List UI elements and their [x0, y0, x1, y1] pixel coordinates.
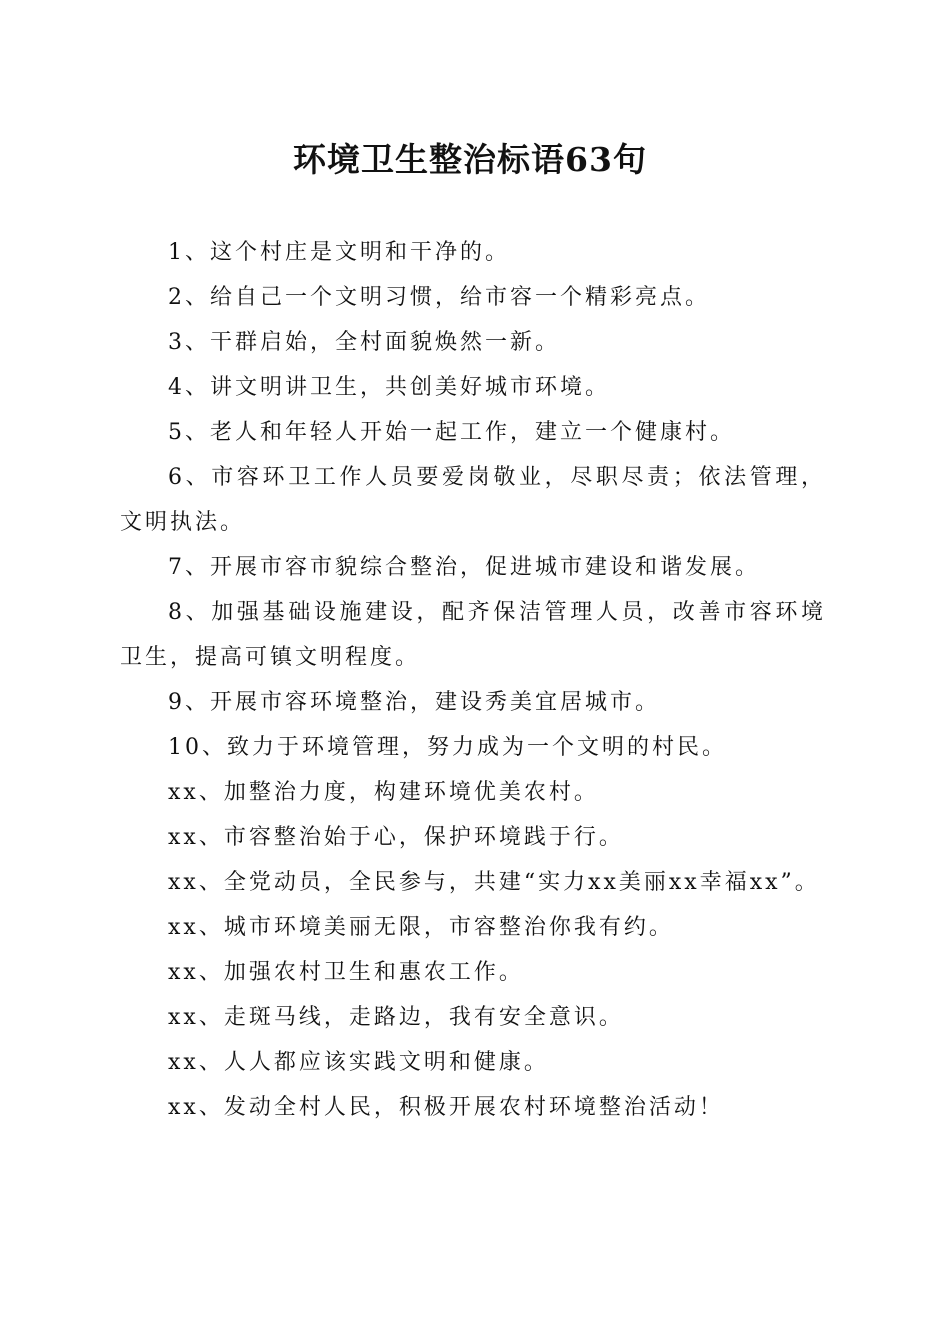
slogan-item: xx、加强农村卫生和惠农工作。 — [168, 960, 524, 985]
slogan-item: 8、加强基础设施建设，配齐保洁管理人员，改善市容环境卫生，提高可镇文明程度。 — [120, 600, 826, 670]
slogan-item: 4、讲文明讲卫生，共创美好城市环境。 — [168, 375, 610, 400]
slogan-item: xx、城市环境美丽无限，市容整治你我有约。 — [168, 915, 674, 940]
slogan-item: 3、干群启始，全村面貌焕然一新。 — [168, 330, 560, 355]
slogan-item: 7、开展市容市貌综合整治，促进城市建设和谐发展。 — [168, 555, 760, 580]
slogan-item: 2、给自己一个文明习惯，给市容一个精彩亮点。 — [168, 285, 710, 310]
slogan-item: xx、人人都应该实践文明和健康。 — [168, 1050, 549, 1075]
slogan-item: 5、老人和年轻人开始一起工作，建立一个健康村。 — [168, 420, 735, 445]
slogan-item: xx、发动全村人民，积极开展农村环境整治活动！ — [168, 1095, 724, 1120]
slogan-item: 1、这个村庄是文明和干净的。 — [168, 240, 510, 265]
slogan-item: xx、全党动员，全民参与，共建“实力xx美丽xx幸福xx”。 — [168, 870, 820, 895]
slogan-item: 6、市容环卫工作人员要爱岗敬业，尽职尽责；依法管理，文明执法。 — [120, 465, 826, 535]
slogan-item: xx、走斑马线，走路边，我有安全意识。 — [168, 1005, 624, 1030]
slogan-item: 10、致力于环境管理，努力成为一个文明的村民。 — [168, 735, 727, 760]
slogan-item: 9、开展市容环境整治，建设秀美宜居城市。 — [168, 690, 660, 715]
slogan-item: xx、市容整治始于心，保护环境践于行。 — [168, 825, 624, 850]
document-title: 环境卫生整治标语63句 — [293, 140, 647, 179]
slogan-item: xx、加整治力度，构建环境优美农村。 — [168, 780, 599, 805]
slogan-list — [120, 230, 826, 1130]
